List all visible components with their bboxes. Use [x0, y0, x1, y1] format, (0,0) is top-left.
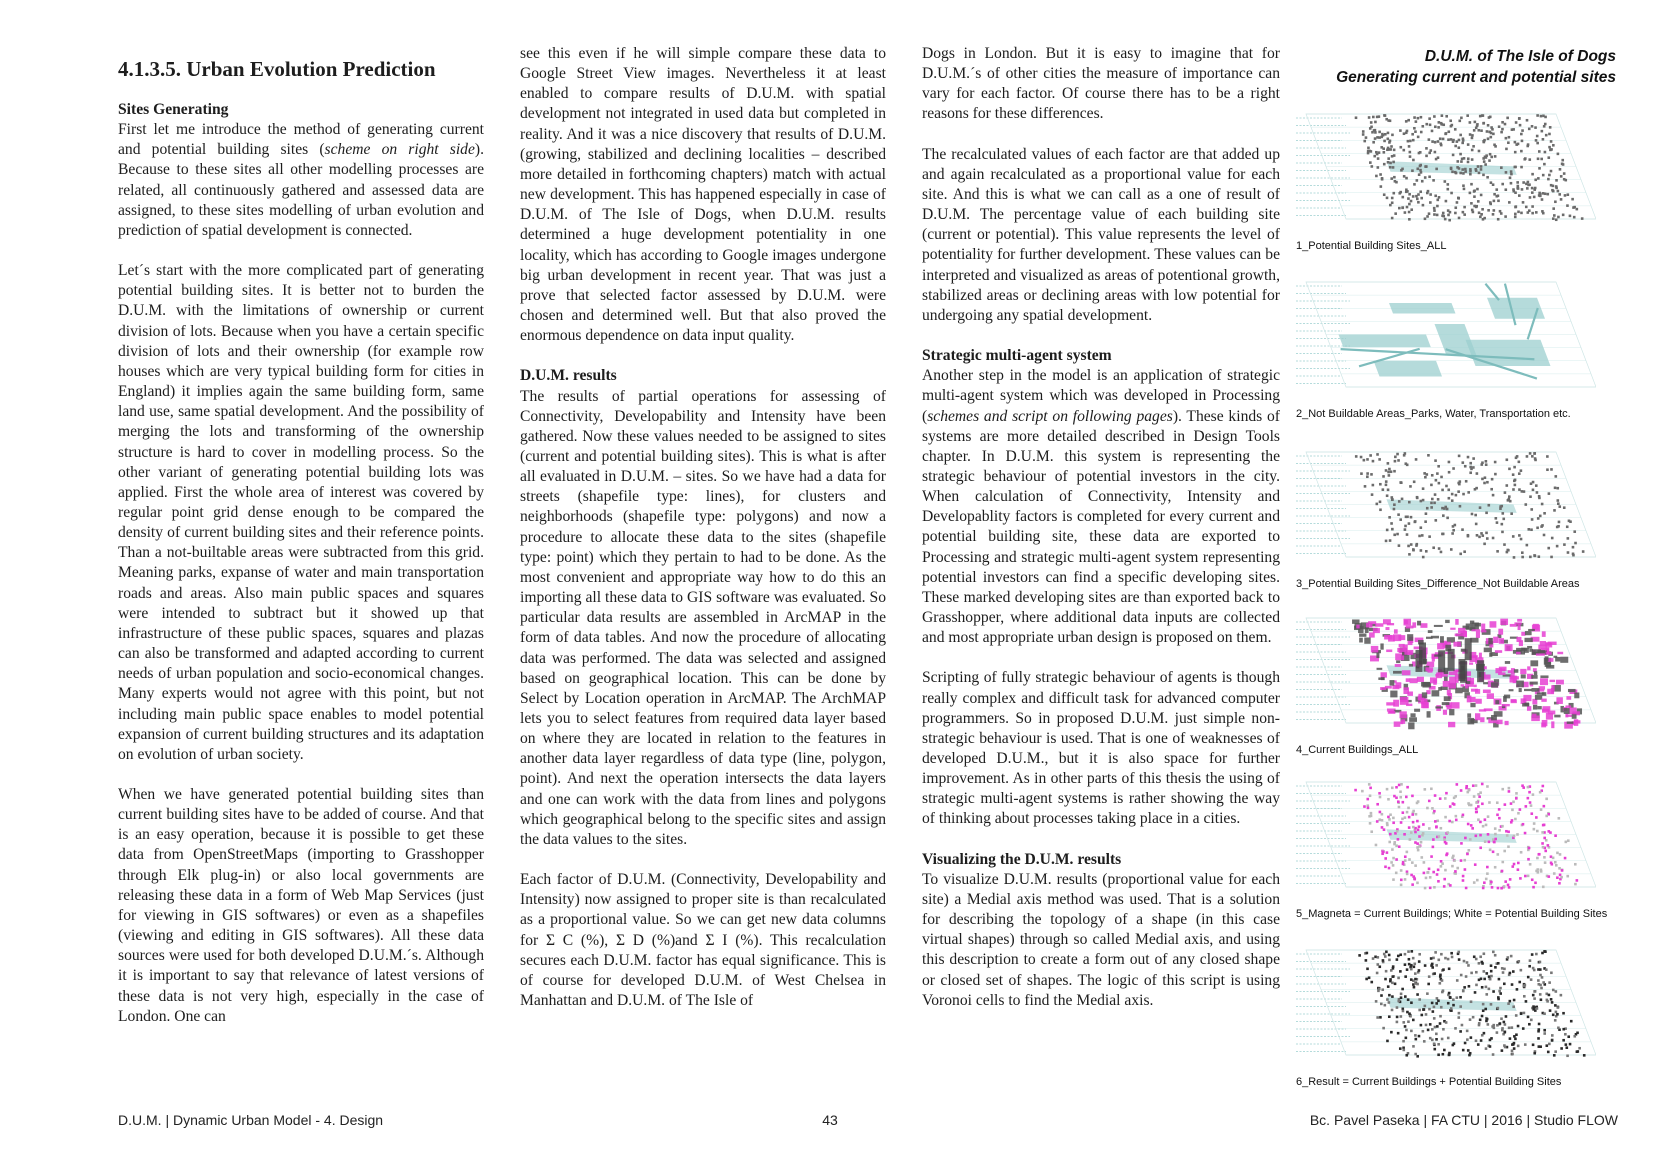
heading-visualizing: Visualizing the D.U.M. results: [922, 850, 1122, 868]
paragraph: When we have generated potential building sites than current building sites have to be added of course. And that is an easy operation, because it is possible to get these data from OpenStreetMaps (importing to Grasshopper through Elk plug-in) or also local governments are releasing these data in a form of Web Map Services (just for viewing in GIS softwares) or even as a shapefiles (viewing and editing in GIS softwares). All these data sources were used for both developed D.U.M.´s. Although it is important to say that relevance of latest versions of these data is not very high, especially in the case of London. One can: [118, 786, 484, 1025]
map-diagram: [1296, 772, 1596, 902]
figure-caption: 1_Potential Building Sites_ALL: [1296, 240, 1447, 252]
paragraph: Dogs in London. But it is easy to imagine that for D.U.M.´s of other cities the measure of importance can vary for each factor. Of course there has to be a right reasons for these differences.: [922, 45, 1280, 123]
map-diagram: [1296, 272, 1596, 402]
figure-caption: 5_Magneta = Current Buildings; White = Potential Building Sites: [1296, 908, 1608, 920]
page-number: 43: [822, 1112, 838, 1128]
paragraph: Another step in the model is an application of strategic multi-agent system which was developed in Processing (schemes and script on following pages). These kinds of systems are more detailed described in Design Tools chapter. In D.U.M. this system is representing the strategic behaviour of potential investors in the city. When calculation of Connectivity, Intensity and Developablity factors is completed for every current and potential building site, these data are exported to Processing and strategic multi-agent system representing potential investors can find a specific developing sites. These marked developing sites are than exported back to Grasshopper, where additional data inputs are collected and most appropriate urban design is proposed on them.: [922, 367, 1280, 647]
heading-dum-results: D.U.M. results: [520, 367, 617, 385]
map-diagram: [1296, 104, 1596, 234]
figure-caption: 4_Current Buildings_ALL: [1296, 744, 1419, 756]
paragraph: Each factor of D.U.M. (Connectivity, Developability and Intensity) now assigned to proper site is than recalculated as a proportional value. So we can get new data columns for Σ C (%), Σ D (%)and Σ I (%). This recalculation secures each D.U.M. factor has equal significance. This is of course for developed D.U.M. of West Chelsea in Manhattan and D.U.M. of The Isle of: [520, 871, 886, 1010]
section-title: 4.1.3.5. Urban Evolution Prediction: [118, 57, 436, 81]
map-diagram: [1296, 608, 1596, 738]
text-column-2: [520, 44, 886, 1031]
figure-caption: 2_Not Buildable Areas_Parks, Water, Transportation etc.: [1296, 408, 1571, 420]
paragraph: First let me introduce the method of generating current and potential building sites (scheme on right side). Because to these sites all other modelling processes are related, all continuously gathered and assessed data are assigned, to these sites modelling of urban evolution and prediction of spatial development is connected.: [118, 121, 484, 239]
paragraph: see this even if he will simple compare these data to Google Street View images. Nevertheless it at least enabled to compare results of D.U.M. with spatial development not integrated in used data but completed in reality. And it was a nice discovery that results of D.U.M. (growing, stabilized and declining localities – described more detailed in forthcoming chapters) match with actual new development. This has happened especially in case of D.U.M. of The Isle of Dogs, when D.U.M. results determined a huge development potentiality in one locality, which has according to Google images undergone big urban development in recent year. That was just a prove that selected factor assessed by D.U.M. were chosen and determined well. But that also proved the enormous dependence on data input quality.: [520, 45, 886, 345]
text-column-3: [922, 44, 1280, 1031]
figure-title: D.U.M. of The Isle of Dogs Generating current and potential sites: [1336, 48, 1616, 86]
footer-right: Bc. Pavel Paseka | FA CTU | 2016 | Studio FLOW: [1309, 1112, 1618, 1128]
map-diagram: [1296, 442, 1596, 572]
figure-panel: [1296, 772, 1618, 920]
paragraph: The recalculated values of each factor are that added up and again recalculated as a proportional value for each site. And this is what we can call as a one of result of D.U.M. The percentage value of each building site (current or potential). This value represents the level of potentiality for further development. These values can be interpreted and visualized as areas of potentional growth, stabilized areas or declining areas with low potential for undergoing any spatial development.: [922, 145, 1280, 324]
heading-multi-agent: Strategic multi-agent system: [922, 347, 1112, 365]
paragraph: To visualize D.U.M. results (proportional value for each site) a Medial axis method was used. That is a solution for describing the topology of a shape (in this case virtual shapes) through so called Medial axis, and using this description to create a form out of any closed shape or closed set of shapes. The logic of this script is using Voronoi cells to find the Medial axis.: [922, 870, 1280, 1009]
figure-panel: [1296, 442, 1618, 590]
figure-caption: 3_Potential Building Sites_Difference_Not Buildable Areas: [1296, 578, 1580, 590]
text-column-1: [118, 44, 484, 1047]
map-diagram: [1296, 940, 1596, 1070]
figure-panel: [1296, 104, 1618, 252]
paragraph: The results of partial operations for assessing of Connectivity, Developability and Intensity have been gathered. Now these values needed to be assigned to sites (current and potential building sites). This is what is after all evaluated in D.U.M. – sites. So we have had a data for streets (shapefile type: lines), for clusters and neighborhoods (shapefile type: polygons) and now a procedure to allocate these data to the sites (shapefile type: point) which they pertain to had to be done. As the most convenient and appropriate way how to do this an importing all these data to GIS software was evaluated. So particular data results are assembled in ArcMAP in the form of data tables. And now the procedure of allocating data was performed. The data was selected and assigned based on geographical location. This can be done by Select by Location operation in ArcMAP. The ArchMAP lets you to select features from required data layer based on where they are located in relation to the features in another data layer regardless of data type (line, polygon, point). And next the operation intersects the data layers and one can work with the data from lines and polygons which geographical belong to the specific sites and assign the data values to the sites.: [520, 387, 886, 848]
figure-caption: 6_Result = Current Buildings + Potential Building Sites: [1296, 1076, 1562, 1088]
footer-left: D.U.M. | Dynamic Urban Model - 4. Design: [118, 1112, 384, 1128]
paragraph: Scripting of fully strategic behaviour of agents is though really complex and difficult task for advanced computer programmers. So in proposed D.U.M. just simple non-strategic behaviour is used. That is one of weaknesses of developed D.U.M., but it is also space for further improvement. As in other parts of this thesis the using of strategic multi-agent systems is rather showing the way of thinking about processes taking place in a cities.: [922, 669, 1280, 828]
paragraph: Let´s start with the more complicated part of generating potential building sites. It is better not to burden the D.U.M. with the limitations of ownership or current division of lots. Because when you have a certain specific division of lots and their ownership (for example row houses which are very typical building form for cities in England) it implies again the same building form, same land use, same spatial development. And the possibility of merging the lots and transforming of the ownership structure is hard to cover in modelling process. So the other variant of generating potential building lots was applied. First the whole area of interest was covered by regular point grid dense enough to be compared the density of current building sites and their reference points. Than a not-builtable areas were subtracted from this grid. Meaning parks, expanse of water and main transportation roads and areas. Also main public spaces and squares were intended to subtract but it showed up that infrastructure of these public spaces, squares and plazas can also be transformed and adapted according to current needs of urban population and socio-economical changes. Many experts would not agree with this point, but not including main public space enables to model potential expansion of current building structures and its adaptation on evolution of urban society.: [118, 262, 484, 763]
figure-panel: [1296, 272, 1618, 420]
figure-panel: [1296, 940, 1618, 1088]
figure-panel: [1296, 608, 1618, 756]
heading-sites-generating: Sites Generating: [118, 101, 229, 118]
